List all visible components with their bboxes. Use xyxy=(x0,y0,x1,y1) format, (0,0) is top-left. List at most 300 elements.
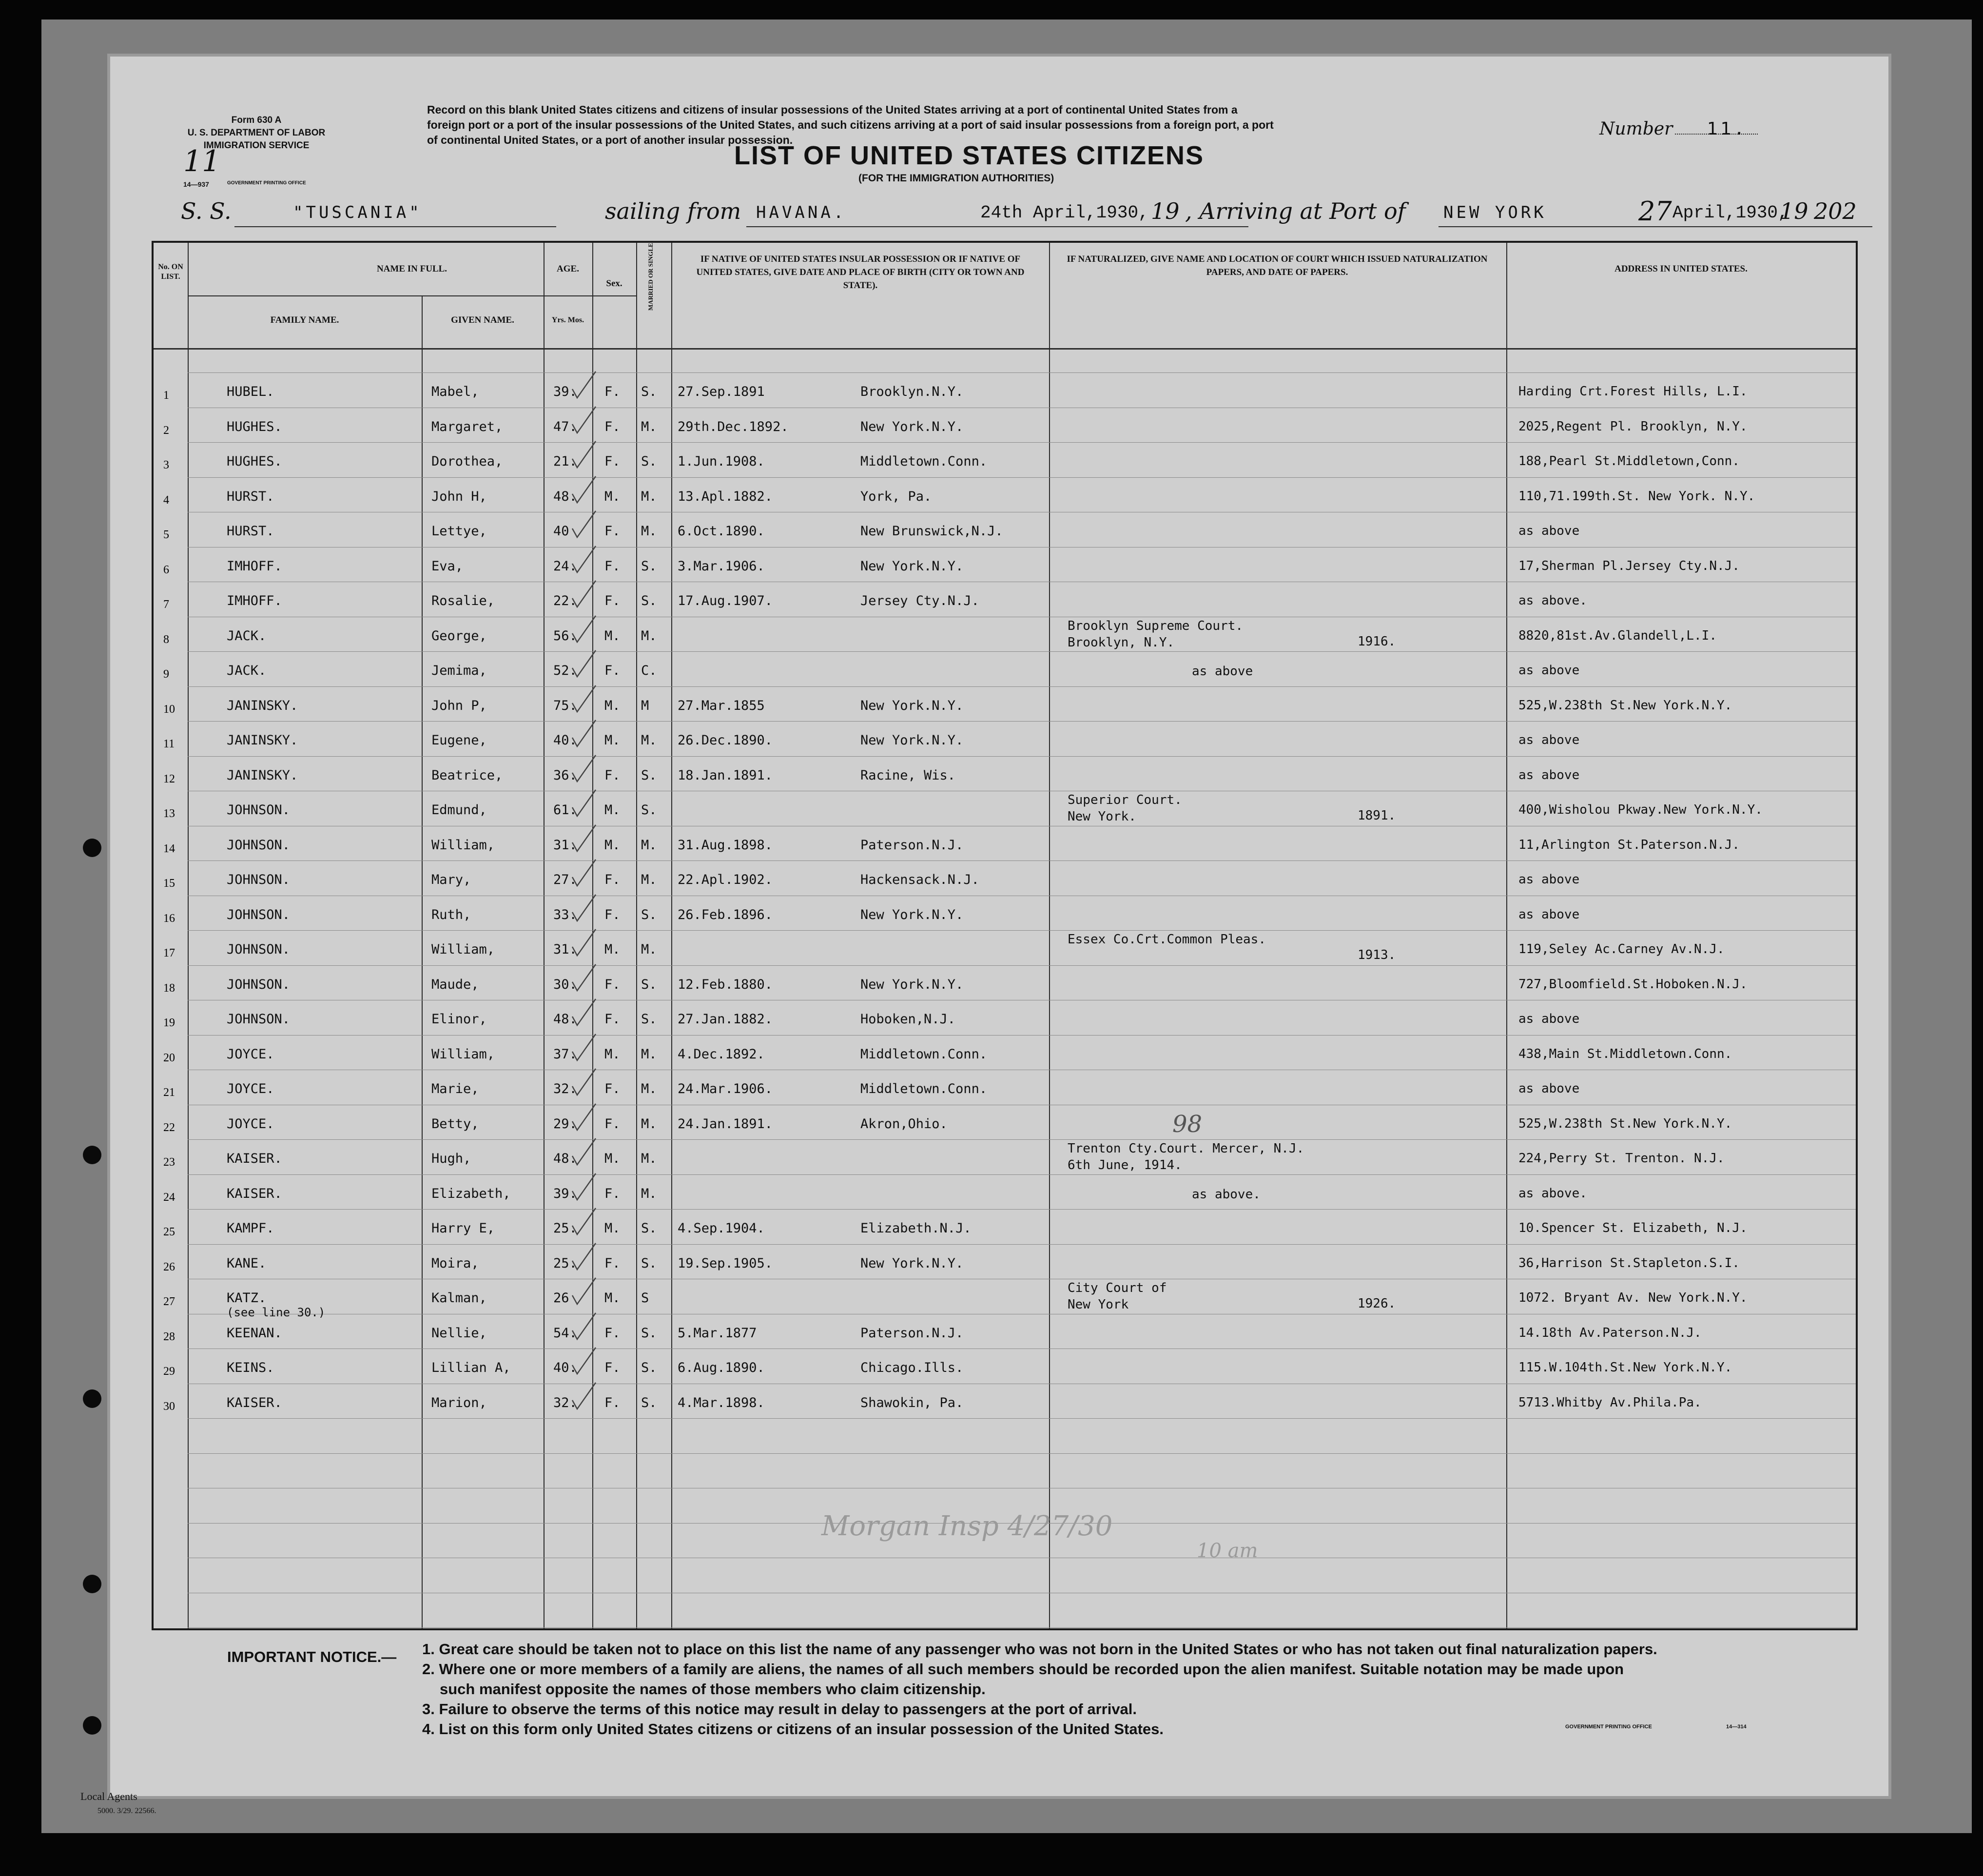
sex-cell: F. xyxy=(604,1255,621,1271)
header-given-name: GIVEN NAME. xyxy=(451,315,514,325)
marital-status-cell: S. xyxy=(641,907,657,922)
marital-status-cell: M. xyxy=(641,628,657,644)
birth-place-cell: New Brunswick,N.J. xyxy=(860,524,1003,539)
birth-date-cell: 27.Sep.1891 xyxy=(678,384,765,399)
address-cell: 400,Wisholou Pkway.New York.N.Y. xyxy=(1518,802,1763,817)
address-cell: 119,Seley Ac.Carney Av.N.J. xyxy=(1518,942,1725,957)
check-mark xyxy=(570,579,600,613)
marital-status-cell: M. xyxy=(641,419,657,434)
sex-cell: M. xyxy=(604,1290,621,1306)
binder-hole xyxy=(83,1389,101,1408)
table-row xyxy=(154,384,1856,419)
given-name-cell: Eva, xyxy=(431,558,464,574)
family-name-cell: KAISER. xyxy=(227,1151,282,1166)
birth-place-cell: Paterson.N.J. xyxy=(860,1325,964,1341)
check-mark xyxy=(570,614,600,648)
notice-item-4: 4. List on this form only United States citizens or citizens of an insular possession of the United States. xyxy=(422,1720,1164,1738)
address-cell: 224,Perry St. Trenton. N.J. xyxy=(1518,1151,1725,1166)
line-number-cell: 25 xyxy=(163,1226,175,1238)
sail-date: 24th April,1930, xyxy=(980,203,1149,223)
birth-place-cell: York, Pa. xyxy=(860,489,932,504)
birth-place-cell: Elizabeth.N.J. xyxy=(860,1221,972,1236)
marital-status-cell: M xyxy=(641,698,649,713)
family-name-cell: JANINSKY. xyxy=(227,767,298,783)
check-mark xyxy=(570,1241,600,1275)
age-cell: 29. xyxy=(553,1116,577,1132)
age-cell: 25. xyxy=(553,1255,577,1271)
ruled-line xyxy=(188,372,1856,373)
voyage-line xyxy=(181,198,1887,232)
check-mark xyxy=(570,439,600,473)
table-row xyxy=(154,932,1856,977)
given-name-cell: Elizabeth, xyxy=(431,1186,511,1201)
line-number-cell: 29 xyxy=(163,1365,175,1378)
check-mark xyxy=(570,1067,600,1101)
marital-status-cell: S. xyxy=(641,1360,657,1375)
line-number-cell: 14 xyxy=(163,842,175,855)
birth-place-cell: Jersey Cty.N.J. xyxy=(860,593,979,608)
check-mark xyxy=(570,405,600,439)
ship-name: "TUSCANIA" xyxy=(293,203,422,222)
family-name-cell: IMHOFF. xyxy=(227,558,282,574)
arrive-day: 27 xyxy=(1638,196,1672,227)
naturalization-court-cell: Brooklyn Supreme Court. Brooklyn, N.Y. xyxy=(1068,618,1244,650)
age-cell: 40. xyxy=(553,1360,577,1375)
year-mark-1: 19 xyxy=(1151,198,1180,224)
naturalization-court-cell: City Court of New York xyxy=(1068,1281,1167,1312)
birth-date-cell: 4.Dec.1892. xyxy=(678,1046,765,1062)
given-name-cell: William, xyxy=(431,837,495,853)
marital-status-cell: C. xyxy=(641,663,657,678)
address-cell: 10.Spencer St. Elizabeth, N.J. xyxy=(1518,1221,1748,1235)
sex-cell: F. xyxy=(604,1395,621,1410)
sex-cell: M. xyxy=(604,489,621,504)
marital-status-cell: M. xyxy=(641,942,657,957)
family-name-cell: JACK. xyxy=(227,628,267,644)
check-mark xyxy=(570,753,600,787)
notice-item-1: 1. Great care should be taken not to place on this list the name of any passenger who was not born in the United States or who has not taken out final naturalization papers. xyxy=(422,1641,1657,1658)
age-cell: 27. xyxy=(553,872,577,887)
table-row xyxy=(154,1141,1856,1186)
family-name-cell: KEINS. xyxy=(227,1360,274,1375)
intro-line-2: foreign port or a port of the insular possessions of the United States, and such citizens arriving at a port of said insular possessions from a foreign port, a port xyxy=(427,118,1274,131)
marital-status-cell: S. xyxy=(641,384,657,399)
family-name-cell: JOYCE. xyxy=(227,1081,274,1096)
marital-status-cell: S xyxy=(641,1290,649,1306)
birth-place-cell: Racine, Wis. xyxy=(860,767,956,783)
see-line-note: (see line 30.) xyxy=(227,1306,326,1319)
marital-status-cell: M. xyxy=(641,1081,657,1096)
address-cell: 11,Arlington St.Paterson.N.J. xyxy=(1518,837,1740,852)
birth-place-cell: New York.N.Y. xyxy=(860,907,964,922)
check-mark xyxy=(570,718,600,752)
inspector-signature: Morgan Insp 4/27/30 xyxy=(821,1510,1113,1542)
address-cell: as above xyxy=(1518,1081,1580,1096)
table-row xyxy=(154,793,1856,838)
birth-date-cell: 6.Aug.1890. xyxy=(678,1360,765,1375)
family-name-cell: JOHNSON. xyxy=(227,907,291,922)
line-number-cell: 21 xyxy=(163,1086,175,1099)
line-number-cell: 1 xyxy=(163,389,169,402)
inspector-time: 10 am xyxy=(1197,1540,1258,1562)
age-cell: 52. xyxy=(553,663,577,678)
binder-hole xyxy=(83,1146,101,1164)
table-row xyxy=(154,1281,1856,1326)
birth-date-cell: 4.Mar.1898. xyxy=(678,1395,765,1410)
sex-cell: F. xyxy=(604,663,621,678)
marital-status-cell: S. xyxy=(641,558,657,574)
number-value: 11. xyxy=(1707,119,1748,139)
family-name-cell: JOHNSON. xyxy=(227,942,291,957)
line-number-cell: 28 xyxy=(163,1330,175,1343)
check-mark xyxy=(570,893,600,927)
table-row xyxy=(154,663,1856,698)
given-name-cell: Dorothea, xyxy=(431,454,503,469)
birth-date-cell: 1.Jun.1908. xyxy=(678,454,765,469)
age-cell: 61. xyxy=(553,802,577,818)
header-family-name: FAMILY NAME. xyxy=(270,315,339,325)
form-number: Form 630 A xyxy=(231,115,282,125)
header-age: AGE. xyxy=(557,264,579,274)
sex-cell: F. xyxy=(604,454,621,469)
naturalization-court-cell: as above xyxy=(1192,664,1253,679)
marital-status-cell: S. xyxy=(641,593,657,608)
table-row xyxy=(154,977,1856,1012)
birth-place-cell: Hoboken,N.J. xyxy=(860,1012,956,1027)
print-run: 5000. 3/29. 22566. xyxy=(97,1807,156,1815)
marital-status-cell: M. xyxy=(641,837,657,853)
birth-date-cell: 29th.Dec.1892. xyxy=(678,419,789,434)
check-mark xyxy=(570,997,600,1031)
age-cell: 25. xyxy=(553,1221,577,1236)
birth-place-cell: Middletown.Conn. xyxy=(860,1081,988,1096)
port-from: HAVANA. xyxy=(756,203,847,222)
sex-cell: F. xyxy=(604,593,621,608)
print-code: 14—937 xyxy=(183,180,209,188)
birth-place-cell: New York.N.Y. xyxy=(860,558,964,574)
given-name-cell: Maude, xyxy=(431,977,479,992)
line-number-cell: 16 xyxy=(163,912,175,925)
family-name-cell: JOHNSON. xyxy=(227,802,291,818)
birth-date-cell: 19.Sep.1905. xyxy=(678,1255,773,1271)
page-title: LIST OF UNITED STATES CITIZENS xyxy=(734,141,1204,170)
given-name-cell: Mary, xyxy=(431,872,471,887)
birth-date-cell: 5.Mar.1877 xyxy=(678,1325,757,1341)
address-cell: 8820,81st.Av.Glandell,L.I. xyxy=(1518,628,1717,643)
given-name-cell: Nellie, xyxy=(431,1325,487,1341)
address-cell: 525,W.238th St.New York.N.Y. xyxy=(1518,1116,1732,1131)
sex-cell: F. xyxy=(604,1116,621,1132)
marital-status-cell: S. xyxy=(641,1325,657,1341)
birth-date-cell: 24.Jan.1891. xyxy=(678,1116,773,1132)
sex-cell: M. xyxy=(604,698,621,713)
check-mark xyxy=(570,1311,600,1345)
family-name-cell: JOYCE. xyxy=(227,1046,274,1062)
intro-line-1: Record on this blank United States citizens and citizens of insular possessions of the United States arriving at a port of continental United States from a xyxy=(427,103,1238,116)
marital-status-cell: M. xyxy=(641,1186,657,1201)
notice-code: 14—314 xyxy=(1726,1724,1747,1730)
marital-status-cell: M. xyxy=(641,872,657,887)
address-cell: 17,Sherman Pl.Jersey Cty.N.J. xyxy=(1518,558,1740,573)
family-name-cell: JOHNSON. xyxy=(227,872,291,887)
naturalization-court-cell: Trenton Cty.Court. Mercer, N.J. 6th June, 1914. xyxy=(1068,1141,1304,1172)
age-cell: 24. xyxy=(553,558,577,574)
table-row xyxy=(154,524,1856,559)
address-cell: as above xyxy=(1518,524,1580,538)
check-mark xyxy=(570,1102,600,1136)
page-subtitle: (FOR THE IMMIGRATION AUTHORITIES) xyxy=(858,173,1054,184)
address-cell: as above xyxy=(1518,733,1580,747)
family-name-cell: HUGHES. xyxy=(227,454,282,469)
given-name-cell: John H, xyxy=(431,489,487,504)
naturalization-date-cell: 1913. xyxy=(1358,948,1396,962)
line-number-cell: 9 xyxy=(163,668,169,681)
family-name-cell: JANINSKY. xyxy=(227,733,298,748)
check-mark xyxy=(570,474,600,508)
table-row xyxy=(154,768,1856,803)
given-name-cell: Jemima, xyxy=(431,663,487,678)
age-cell: 75. xyxy=(553,698,577,713)
line-number-cell: 17 xyxy=(163,947,175,959)
birth-date-cell: 26.Feb.1896. xyxy=(678,907,773,922)
sex-cell: F. xyxy=(604,977,621,992)
birth-date-cell: 17.Aug.1907. xyxy=(678,593,773,608)
check-mark xyxy=(570,1381,600,1415)
age-cell: 32. xyxy=(553,1081,577,1096)
line-number-cell: 11 xyxy=(163,738,175,750)
family-name-cell: HURST. xyxy=(227,524,274,539)
line-number-cell: 12 xyxy=(163,772,175,785)
service-name: IMMIGRATION SERVICE xyxy=(203,140,310,151)
given-name-cell: Margaret, xyxy=(431,419,503,434)
ss-label: S. S. xyxy=(181,198,232,224)
age-cell: 39. xyxy=(553,1186,577,1201)
header-yrs-mos: Yrs. Mos. xyxy=(551,316,584,324)
sex-cell: M. xyxy=(604,733,621,748)
birth-date-cell: 18.Jan.1891. xyxy=(678,767,773,783)
line-number-cell: 18 xyxy=(163,981,175,995)
line-number-cell: 8 xyxy=(163,633,169,646)
age-cell: 33. xyxy=(553,907,577,922)
address-cell: 525,W.238th St.New York.N.Y. xyxy=(1518,698,1732,713)
sex-cell: M. xyxy=(604,628,621,644)
naturalization-court-cell: Essex Co.Crt.Common Pleas. xyxy=(1068,932,1266,947)
marital-status-cell: S. xyxy=(641,1012,657,1027)
header-sex: Sex. xyxy=(606,278,622,289)
family-name-cell: IMHOFF. xyxy=(227,593,282,608)
given-name-cell: Eugene, xyxy=(431,733,487,748)
marital-status-cell: M. xyxy=(641,733,657,748)
naturalization-date-cell: 1916. xyxy=(1358,634,1396,649)
birth-date-cell: 26.Dec.1890. xyxy=(678,733,773,748)
arriving-label: , Arriving at Port of xyxy=(1185,198,1406,224)
line-number-cell: 22 xyxy=(163,1121,175,1134)
gpo-mark: GOVERNMENT PRINTING OFFICE xyxy=(227,180,306,186)
family-name-cell: KAMPF. xyxy=(227,1221,274,1236)
marital-status-cell: S. xyxy=(641,1221,657,1236)
given-name-cell: Lillian A, xyxy=(431,1360,511,1375)
manifest-sheet xyxy=(107,54,1891,1799)
sex-cell: F. xyxy=(604,1081,621,1096)
sailing-from-label: sailing from xyxy=(605,198,741,224)
binder-hole xyxy=(83,1575,101,1593)
line-number-cell: 27 xyxy=(163,1295,175,1308)
age-cell: 26 xyxy=(553,1290,569,1306)
line-number-cell: 4 xyxy=(163,493,169,507)
age-cell: 48. xyxy=(553,489,577,504)
address-cell: as above xyxy=(1518,872,1580,887)
notice-item-2a: 2. Where one or more members of a family are aliens, the names of all such members should be recorded upon the alien manifest. Suitable notation may be made upon xyxy=(422,1661,1624,1678)
given-name-cell: Marion, xyxy=(431,1395,487,1410)
birth-place-cell: Shawokin, Pa. xyxy=(860,1395,964,1410)
given-name-cell: John P, xyxy=(431,698,487,713)
table-row xyxy=(154,1360,1856,1395)
address-cell: 2025,Regent Pl. Brooklyn, N.Y. xyxy=(1518,419,1748,434)
address-cell: 727,Bloomfield.St.Hoboken.N.J. xyxy=(1518,977,1748,992)
birth-date-cell: 12.Feb.1880. xyxy=(678,977,773,992)
sex-cell: F. xyxy=(604,524,621,539)
marital-status-cell: S. xyxy=(641,1395,657,1410)
notice-item-3: 3. Failure to observe the terms of this notice may result in delay to passengers at the port of arrival. xyxy=(422,1700,1137,1718)
family-name-cell: HURST. xyxy=(227,489,274,504)
line-number-cell: 15 xyxy=(163,877,175,890)
check-mark xyxy=(570,858,600,892)
birth-date-cell: 6.Oct.1890. xyxy=(678,524,765,539)
check-mark xyxy=(570,1206,600,1240)
binder-hole xyxy=(83,839,101,857)
address-cell: as above xyxy=(1518,663,1580,678)
address-cell: 14.18th Av.Paterson.N.J. xyxy=(1518,1325,1702,1340)
department-name: U. S. DEPARTMENT OF LABOR xyxy=(187,128,326,138)
list-number xyxy=(1599,119,1748,139)
check-mark xyxy=(570,648,600,683)
line-number-cell: 10 xyxy=(163,703,175,716)
header-birth: IF NATIVE OF UNITED STATES INSULAR POSSESSION OR IF NATIVE OF UNITED STATES, GIVE DATE AND PLACE OF BIRTH (CITY OR TOWN AND STATE). xyxy=(696,254,1025,291)
address-cell: as above xyxy=(1518,1012,1580,1026)
check-mark xyxy=(570,370,600,404)
age-cell: 31. xyxy=(553,942,577,957)
notice-item-2b: such manifest opposite the names of those members who claim citizenship. xyxy=(440,1681,986,1698)
table-row xyxy=(154,1047,1856,1082)
marital-status-cell: M. xyxy=(641,489,657,504)
birth-place-cell: Brooklyn.N.Y. xyxy=(860,384,964,399)
age-cell: 40. xyxy=(553,733,577,748)
table-row xyxy=(154,559,1856,594)
marital-status-cell: S. xyxy=(641,454,657,469)
address-cell: as above xyxy=(1518,767,1580,782)
address-cell: 188,Pearl St.Middletown,Conn. xyxy=(1518,454,1740,469)
header-married-single: MARRIED OR SINGLE. xyxy=(647,241,654,311)
table-row xyxy=(154,1221,1856,1256)
sex-cell: M. xyxy=(604,837,621,853)
intro-line-3: of continental United States, or a port of another insular possession. xyxy=(427,134,793,146)
age-cell: 30. xyxy=(553,977,577,992)
given-name-cell: Kalman, xyxy=(431,1290,487,1306)
margin-note-98: 98 xyxy=(1172,1111,1203,1138)
check-mark xyxy=(570,509,600,543)
port-to: NEW YORK xyxy=(1443,203,1547,222)
given-name-cell: Moira, xyxy=(431,1255,479,1271)
line-number-cell: 3 xyxy=(163,459,169,471)
sex-cell: F. xyxy=(604,419,621,434)
line-number-cell: 5 xyxy=(163,528,169,541)
marital-status-cell: M. xyxy=(641,1116,657,1132)
given-name-cell: Marie, xyxy=(431,1081,479,1096)
table-row xyxy=(154,698,1856,733)
sex-cell: M. xyxy=(604,1151,621,1166)
birth-place-cell: New York.N.Y. xyxy=(860,698,964,713)
table-row xyxy=(154,1081,1856,1116)
binder-hole xyxy=(83,1716,101,1735)
family-name-cell: JANINSKY. xyxy=(227,698,298,713)
table-row xyxy=(154,593,1856,628)
check-mark xyxy=(570,1172,600,1206)
marital-status-cell: S. xyxy=(641,1255,657,1271)
table-row xyxy=(154,1326,1856,1361)
birth-date-cell: 4.Sep.1904. xyxy=(678,1221,765,1236)
naturalization-court-cell: as above. xyxy=(1192,1187,1261,1202)
sex-cell: F. xyxy=(604,384,621,399)
line-number-cell: 13 xyxy=(163,807,175,820)
check-mark xyxy=(570,962,600,997)
arrive-date: April,1930, xyxy=(1672,203,1789,223)
address-cell: as above. xyxy=(1518,593,1587,608)
table-row xyxy=(154,1186,1856,1221)
age-cell: 48. xyxy=(553,1012,577,1027)
birth-place-cell: Middletown.Conn. xyxy=(860,454,988,469)
notice-gpo: GOVERNMENT PRINTING OFFICE xyxy=(1565,1724,1652,1730)
family-name-cell: KATZ. xyxy=(227,1290,267,1306)
line-number-cell: 30 xyxy=(163,1400,175,1413)
table-row xyxy=(154,1395,1856,1430)
line-number-cell: 7 xyxy=(163,598,169,611)
table-row xyxy=(154,907,1856,942)
sex-cell: F. xyxy=(604,1360,621,1375)
address-cell: 438,Main St.Middletown.Conn. xyxy=(1518,1046,1732,1061)
line-number-cell: 6 xyxy=(163,563,169,576)
marital-status-cell: S. xyxy=(641,767,657,783)
sex-cell: F. xyxy=(604,1012,621,1027)
birth-place-cell: Chicago.Ills. xyxy=(860,1360,964,1375)
address-cell: 5713.Whitby Av.Phila.Pa. xyxy=(1518,1395,1702,1410)
address-cell: 1072. Bryant Av. New York.N.Y. xyxy=(1518,1290,1748,1305)
line-number-cell: 20 xyxy=(163,1051,175,1064)
header-address: ADDRESS IN UNITED STATES. xyxy=(1614,264,1748,274)
birth-place-cell: New York.N.Y. xyxy=(860,419,964,434)
given-name-cell: Elinor, xyxy=(431,1012,487,1027)
address-cell: 115.W.104th.St.New York.N.Y. xyxy=(1518,1360,1732,1375)
given-name-cell: William, xyxy=(431,942,495,957)
check-mark xyxy=(570,1346,600,1380)
address-cell: 110,71.199th.St. New York. N.Y. xyxy=(1518,489,1755,504)
marital-status-cell: M. xyxy=(641,524,657,539)
given-name-cell: Rosalie, xyxy=(431,593,495,608)
given-name-cell: Edmund, xyxy=(431,802,487,818)
age-cell: 31. xyxy=(553,837,577,853)
number-label: Number xyxy=(1599,119,1673,139)
family-name-cell: JOYCE. xyxy=(227,1116,274,1132)
birth-date-cell: 31.Aug.1898. xyxy=(678,837,773,853)
age-cell: 40 xyxy=(553,524,569,539)
table-row xyxy=(154,733,1856,768)
table-row xyxy=(154,1012,1856,1047)
age-cell: 32. xyxy=(553,1395,577,1410)
given-name-cell: Lettye, xyxy=(431,524,487,539)
table-row xyxy=(154,489,1856,524)
birth-date-cell: 3.Mar.1906. xyxy=(678,558,765,574)
family-name-cell: JOHNSON. xyxy=(227,837,291,853)
naturalization-date-cell: 1926. xyxy=(1358,1296,1396,1311)
